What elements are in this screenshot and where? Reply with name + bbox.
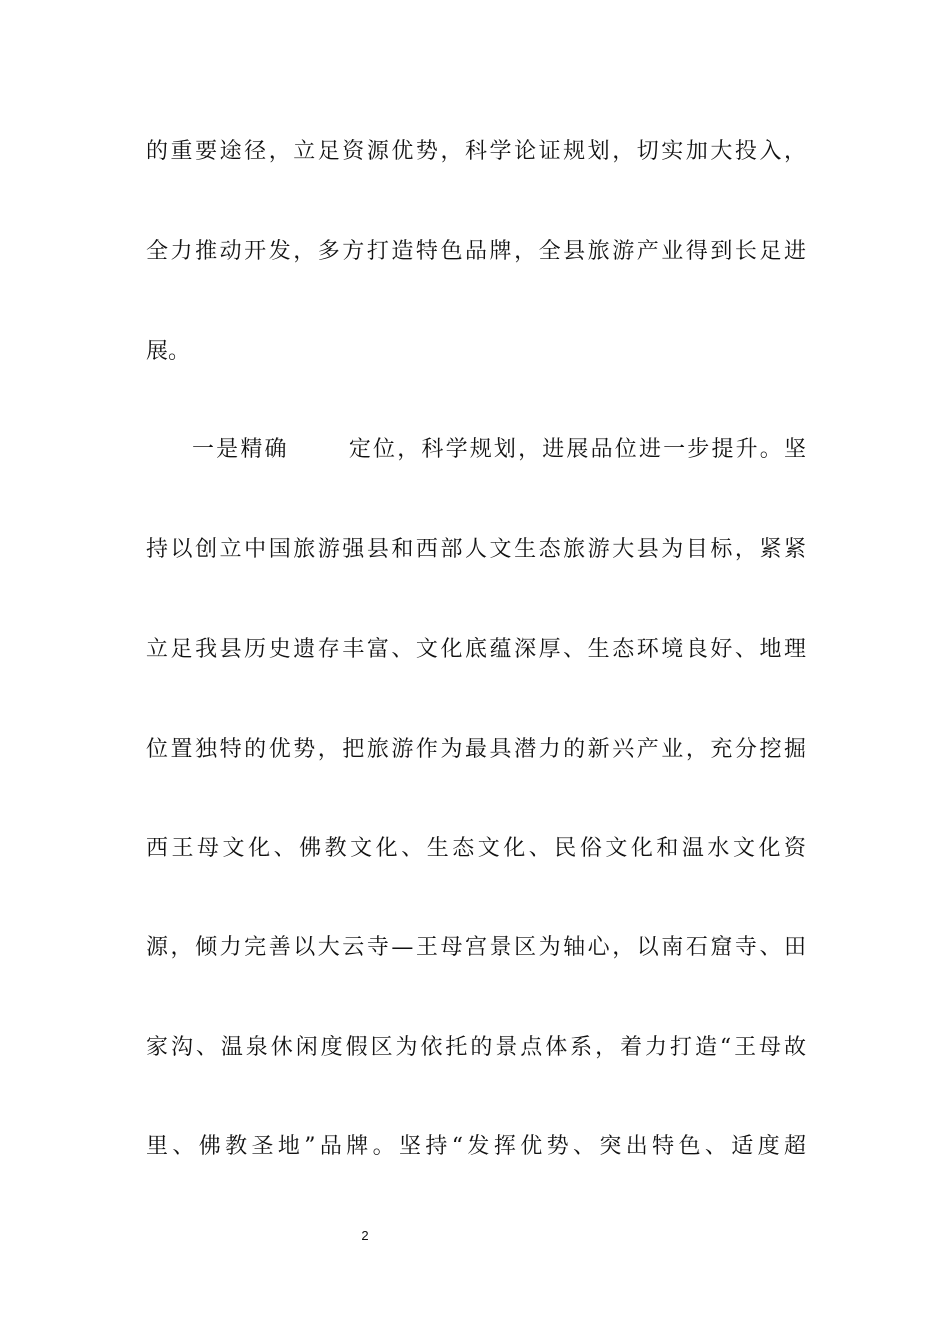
text-line: 源，倾力完善以大云寺—王母宫景区为轴心，以南石窟寺、田: [146, 935, 806, 960]
paragraph-heading-line: [192, 435, 806, 465]
text-line: 持以创立中国旅游强县和西部人文生态旅游大县为目标，紧紧: [146, 537, 806, 562]
page-number: 2: [361, 1228, 369, 1243]
text-line: 位置独特的优势，把旅游作为最具潜力的新兴产业，充分挖掘: [146, 737, 806, 762]
text-line: 家沟、温泉休闲度假区为依托的景点体系，着力打造“王母故: [146, 1035, 806, 1060]
text-line: 里、佛教圣地”品牌。坚持“发挥优势、突出特色、适度超: [146, 1134, 806, 1159]
text-line: 的重要途径，立足资源优势，科学论证规划，切实加大投入，: [146, 139, 806, 164]
text-line: 全力推动开发，多方打造特色品牌，全县旅游产业得到长足进: [146, 239, 806, 264]
text-line: 展。: [146, 339, 191, 364]
text-segment: 一是精确: [192, 437, 289, 462]
text-segment: 定位，科学规划，进展品位进一步提升。坚: [346, 437, 806, 462]
text-line: 西王母文化、佛教文化、生态文化、民俗文化和温水文化资: [146, 836, 806, 861]
text-line: 立足我县历史遗存丰富、文化底蕴深厚、生态环境良好、地理: [146, 637, 806, 662]
